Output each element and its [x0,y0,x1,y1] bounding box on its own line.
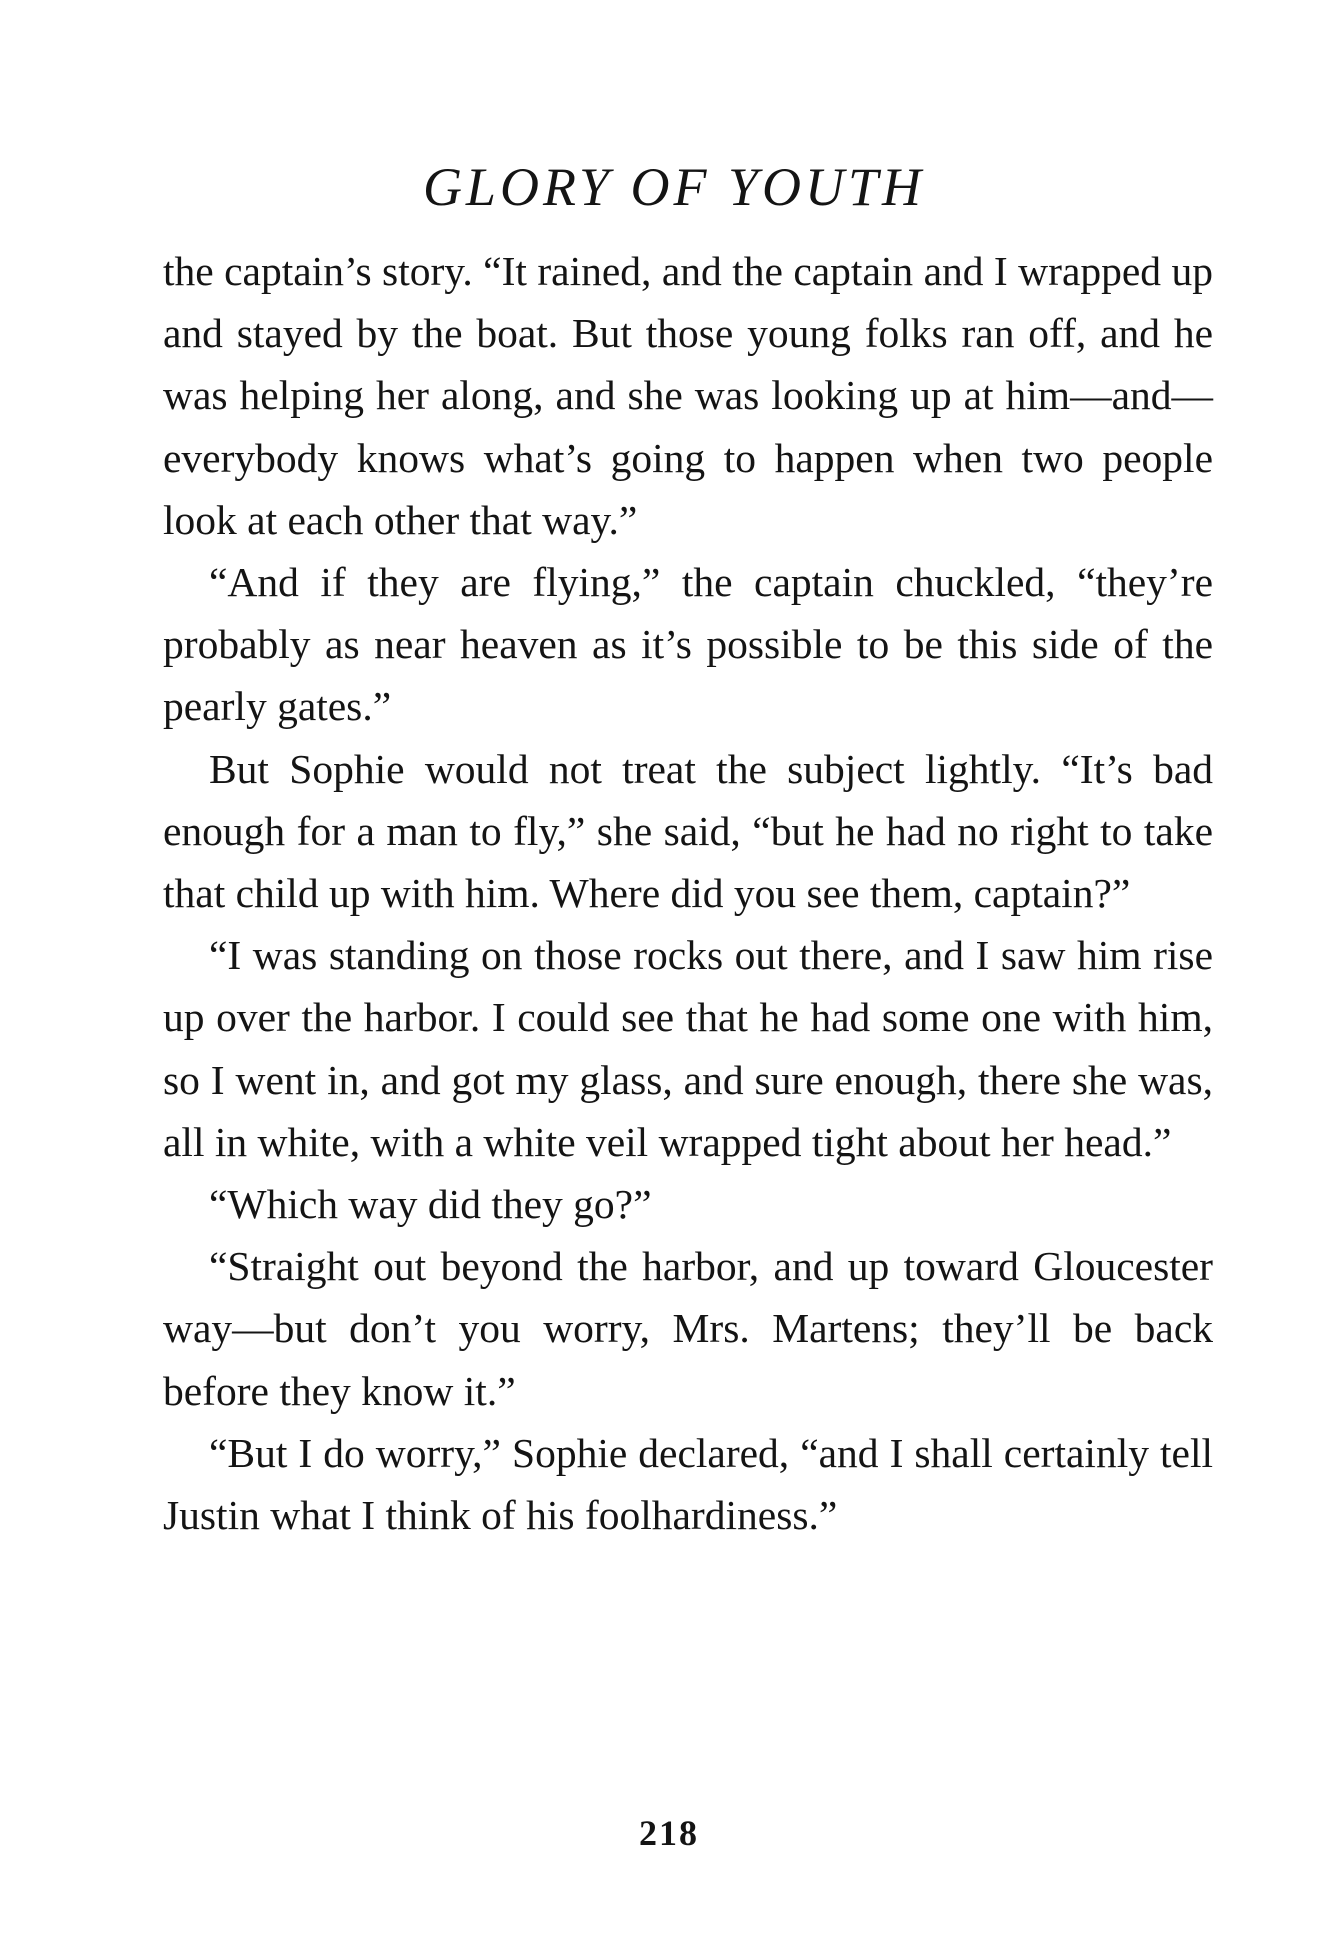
paragraph: “But I do worry,” Sophie declared, “and I shall certainly tell Justin what I think of his foolhardiness.” [163,1429,1213,1539]
paragraph: “And if they are flying,” the captain chuckled, “they’re probably as near heaven as it’s possible to be this side of the pearly gates.” [163,559,1213,730]
paragraph: “Which way did they go?” [209,1181,652,1228]
paragraph: But Sophie would not treat the subject lightly. “It’s bad enough for a man to fly,” she said, “but he had no right to take that child up with him. Where did you see them, captain?” [163,745,1213,917]
paragraph-continued: the captain’s story. “It rained, and the captain and I wrapped up and stayed by the boat. But those young folks ran off, and he was helping her along, and she was looking up at him—and—everybody knows what’s going to happen when two people look at each other that way.” [163,248,1213,543]
page-number: 218 [639,1813,699,1853]
running-head: GLORY OF YOUTH [422,157,926,217]
paragraph: “I was standing on those rocks out there, and I saw him rise up over the harbor. I could see that he had some one with him, so I went in, and got my glass, and sure enough, there she was, all in white, with a white veil wrapped tight about her head.” [163,932,1213,1165]
body-text [163,240,1213,1546]
paragraph: “Straight out beyond the harbor, and up toward Gloucester way—but don’t you worry, Mrs. Martens; they’ll be back before they know it.” [163,1243,1213,1414]
